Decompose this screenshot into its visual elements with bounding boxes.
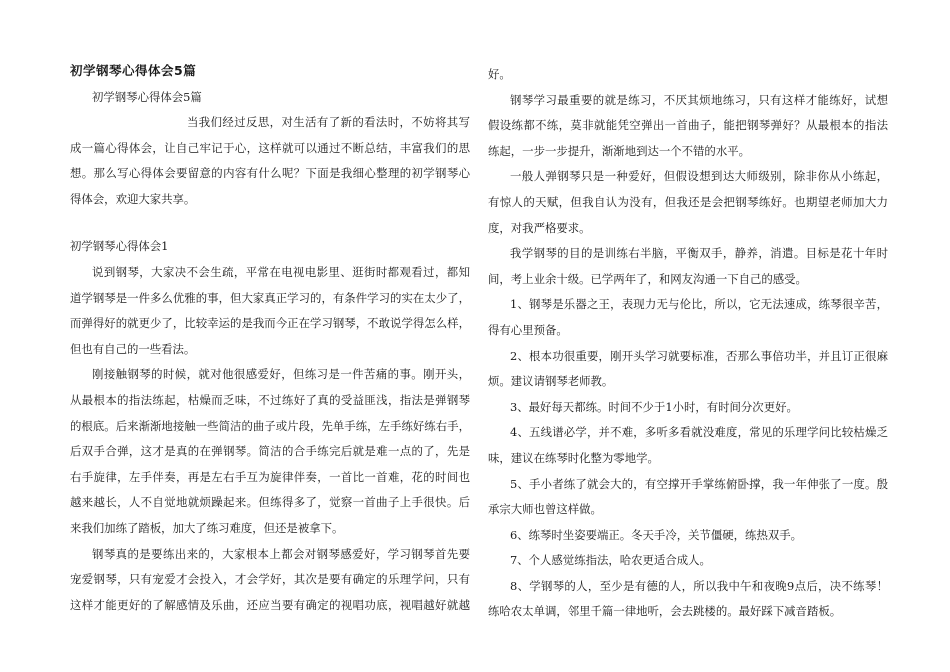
list-item: [488, 344, 888, 395]
text-line: 1、钢琴是乐器之王，表现力无与伦比，所以，它无法速成，练琴很辛苦，: [510, 297, 888, 312]
section-heading: 初学钢琴心得体会1: [70, 239, 169, 254]
paragraph: [488, 164, 888, 241]
text-line: 6、练琴时坐姿要端正。冬天手冷，关节僵硬，练热双手。: [510, 527, 803, 542]
document-title: 初学钢琴心得体会5篇: [70, 63, 197, 78]
text-line: 道学钢琴是一件多么优雅的事，但大家真正学习的，有条件学习的实在太少了，: [70, 290, 470, 305]
text-line: 3、最好每天都练。时间不少于1小时，有时间分次更好。: [510, 399, 798, 414]
text-line: 成一篇心得体会，让自己牢记于心，这样就可以通过不断总结，丰富我们的思: [70, 140, 470, 155]
text-line: 5、手小者练了就会大的，有空撑开手掌练俯卧撑，我一年伸张了一度。殷: [510, 476, 888, 491]
text-line: 这样才能更好的了解感情及乐曲，还应当要有确定的视唱功底，视唱越好就越: [70, 597, 470, 612]
list-item: [488, 395, 888, 421]
list-item: [488, 548, 888, 574]
list-item: [488, 574, 888, 625]
text-line: 4、五线谱必学，并不难，多听多看就没难度，常见的乐理学问比较枯燥乏: [510, 425, 888, 440]
text-line: 得体会，欢迎大家共享。: [70, 191, 196, 206]
text-line: 练哈农太单调，邻里千篇一律地听，会去跳楼的。最好踩下减音踏板。: [488, 604, 842, 619]
text-line: 度，对我严格要求。: [488, 220, 591, 235]
text-line: 右手旋律，左手伴奏，再是左右手互为旋律伴奏，一首比一首难，花的时间也: [70, 469, 470, 484]
text-line: 烦。建议请钢琴老师教。: [488, 374, 614, 389]
text-line: 来我们加练了踏板，加大了练习难度，但还是被拿下。: [70, 520, 344, 535]
text-line: 我学钢琴的目的是训练右半脑，平衡双手，静养，消遣。目标是花十年时: [510, 246, 888, 261]
text-line: 有惊人的天赋，但我自认为没有，但我还是会把钢琴练好。也期望老师加大力: [488, 194, 888, 209]
text-line: 好。: [488, 67, 511, 81]
document-subtitle: 初学钢琴心得体会5篇: [92, 90, 202, 104]
list-item: [488, 523, 888, 549]
text-line: 8、学钢琴的人，至少是有德的人，所以我中午和夜晚9点后，决不练琴！: [510, 578, 888, 593]
text-line: 7、个人感觉练指法，哈农更适合成人。: [510, 553, 711, 568]
list-item: [488, 292, 888, 343]
text-line: 想。那么写心得体会要留意的内容有什么呢？下面是我细心整理的初学钢琴心: [70, 166, 470, 181]
right-column: [488, 62, 888, 625]
text-line: 钢琴学习最重要的就是练习，不厌其烦地练习，只有这样才能练好，试想: [510, 92, 888, 107]
text-line: 一般人弹钢琴只是一种爱好，但假设想到达大师级别，除非你从小练起，: [510, 169, 888, 184]
text-line: 当我们经过反思，对生活有了新的看法时，不妨将其写: [187, 115, 470, 129]
intro-paragraph: [70, 110, 470, 212]
text-line: 刚接触钢琴的时候，就对他很感爱好，但练习是一件苦痛的事。刚开头，: [92, 367, 470, 382]
text-line: 练起，一步一步提升，渐渐地到达一个不错的水平。: [488, 143, 750, 158]
text-line: 越来越长，人不自觉地就烦躁起来。但练得多了，觉察一首曲子上手很快。后: [70, 495, 470, 510]
text-line: 钢琴真的是要练出来的，大家根本上都会对钢琴感爱好，学习钢琴首先要: [92, 546, 470, 561]
text-line: 而弹得好的就更少了，比较幸运的是我而今正在学习钢琴，不敢说学得怎么样，: [70, 316, 470, 331]
text-line: 从最根本的指法练起，枯燥而乏味，不过练好了真的受益匪浅，指法是弹钢琴: [70, 392, 470, 407]
text-line: 2、根本功很重要，刚开头学习就要标准，否那么事倍功半，并且订正很麻: [510, 348, 888, 363]
list-item: [488, 420, 888, 471]
paragraph: [488, 88, 888, 165]
paragraph: [70, 362, 470, 541]
text-line: 但也有自己的一些看法。: [70, 341, 196, 356]
text-line: 得有心里预备。: [488, 322, 568, 337]
text-line: 后双手合弹，这才是真的在弹钢琴。简洁的合手练完后就是难一点的了，先是: [70, 444, 470, 459]
left-column: [70, 62, 470, 618]
text-line: 味，建议在练琴时化整为零地学。: [488, 450, 659, 465]
paragraph: [70, 542, 470, 619]
text-line: 假设练都不练，莫非就能凭空弹出一首曲子，能把钢琴弹好？从最根本的指法: [488, 118, 888, 133]
list-item: [488, 472, 888, 523]
text-line: 承宗大师也曾这样做。: [488, 502, 602, 517]
paragraph: [70, 260, 470, 362]
paragraph: [488, 241, 888, 292]
text-line: 说到钢琴，大家决不会生疏，平常在电视电影里、逛街时都观看过，都知: [92, 264, 470, 279]
text-line: 宠爱钢琴，只有宠爱才会投入，才会学好，其次是要有确定的乐理学问，只有: [70, 572, 470, 587]
text-line: 间，考上业余十级。已学两年了，和网友沟通一下自己的感受。: [488, 271, 807, 286]
text-line: 的根底。后来渐渐地接触一些简洁的曲子或片段，先单手练，左手练好练右手，: [70, 418, 470, 433]
